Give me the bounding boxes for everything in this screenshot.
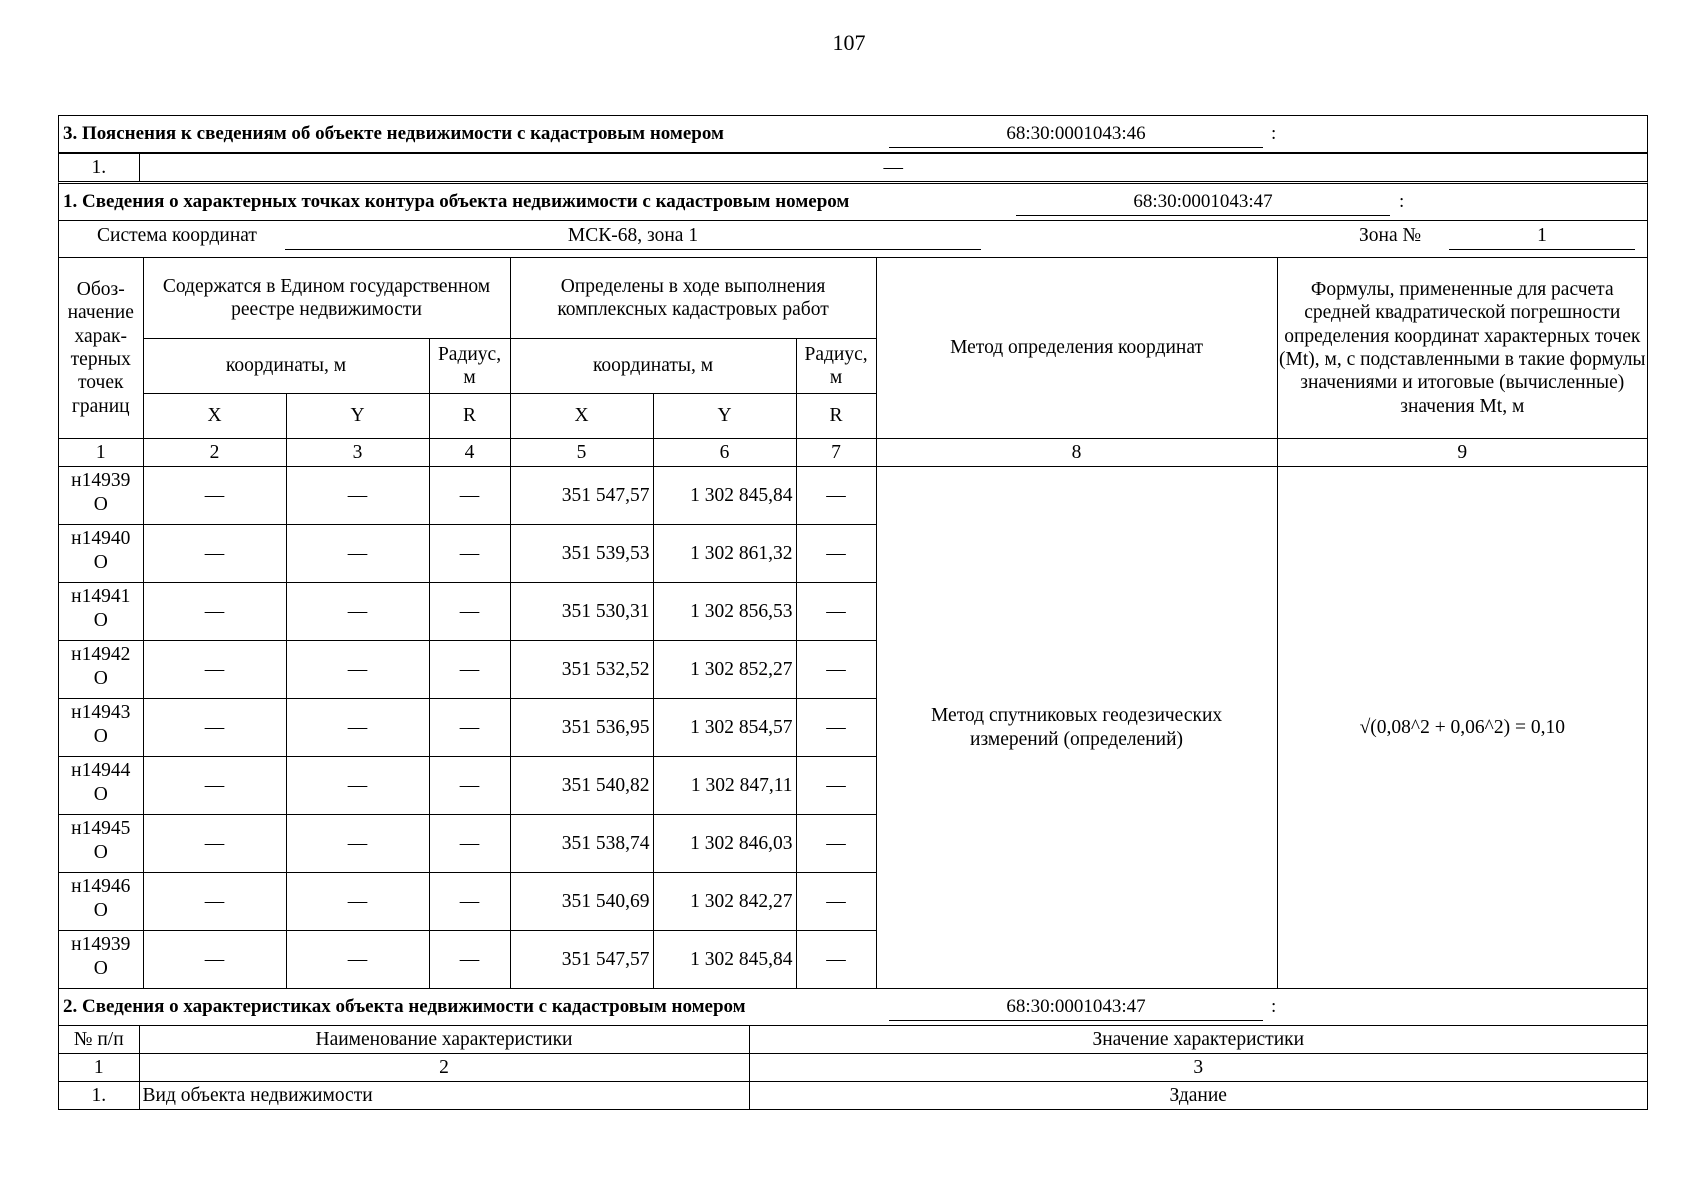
point-name: н14945 O xyxy=(59,815,143,873)
point-r: — xyxy=(796,641,876,699)
point-egrn-x: — xyxy=(143,931,286,989)
point-name: н14942 O xyxy=(59,641,143,699)
characteristics-col-numbers-row xyxy=(59,1054,1647,1082)
point-y: 1 302 845,84 xyxy=(653,931,796,989)
point-egrn-x: — xyxy=(143,467,286,525)
point-egrn-y: — xyxy=(286,467,429,525)
point-y: 1 302 845,84 xyxy=(653,467,796,525)
header-egrn-radius: Радиус, м xyxy=(429,339,510,394)
section-3-table xyxy=(59,153,1647,181)
point-y: 1 302 846,03 xyxy=(653,815,796,873)
formula-value: √(0,08^2 + 0,06^2) = 0,10 xyxy=(1277,467,1647,989)
col-number-9: 9 xyxy=(1277,439,1647,467)
point-x: 351 547,57 xyxy=(510,467,653,525)
col-number-3: 3 xyxy=(286,439,429,467)
point-name: н14940 O xyxy=(59,525,143,583)
header-determined-y: Y xyxy=(653,394,796,439)
point-r: — xyxy=(796,699,876,757)
points-table xyxy=(59,258,1647,989)
coordinate-system-value: МСК-68, зона 1 xyxy=(285,223,981,250)
section-3-explanations xyxy=(58,115,1648,181)
point-egrn-x: — xyxy=(143,583,286,641)
header-method: Метод определения координат xyxy=(876,258,1277,439)
point-egrn-r: — xyxy=(429,873,510,931)
zone-value: 1 xyxy=(1449,223,1635,250)
point-egrn-y: — xyxy=(286,641,429,699)
point-name: н14946 O xyxy=(59,873,143,931)
section-1-colon: : xyxy=(1399,191,1405,212)
point-x: 351 530,31 xyxy=(510,583,653,641)
header-egrn: Содержатся в Едином государственном реестре недвижимости xyxy=(143,258,510,339)
char-row-num: 1. xyxy=(59,1082,139,1110)
header-value: Значение характеристики xyxy=(749,1026,1647,1054)
point-name: н14944 O xyxy=(59,757,143,815)
point-x: 351 538,74 xyxy=(510,815,653,873)
point-y: 1 302 856,53 xyxy=(653,583,796,641)
points-header-row-1 xyxy=(59,258,1647,339)
header-determined-r: R xyxy=(796,394,876,439)
col-number-4: 4 xyxy=(429,439,510,467)
coordinate-system-label: Система координат xyxy=(97,225,257,246)
point-egrn-y: — xyxy=(286,699,429,757)
characteristics-table xyxy=(59,1026,1647,1109)
coordinate-system-row xyxy=(59,221,1647,258)
point-egrn-y: — xyxy=(286,931,429,989)
point-r: — xyxy=(796,757,876,815)
char-row-name: Вид объекта недвижимости xyxy=(139,1082,749,1110)
point-y: 1 302 847,11 xyxy=(653,757,796,815)
point-egrn-y: — xyxy=(286,757,429,815)
header-egrn-x: X xyxy=(143,394,286,439)
point-r: — xyxy=(796,931,876,989)
point-r: — xyxy=(796,873,876,931)
header-determined-coords: координаты, м xyxy=(510,339,796,394)
point-x: 351 540,82 xyxy=(510,757,653,815)
section-3-title: 3. Пояснения к сведениям об объекте недвижимости с кадастровым номером xyxy=(63,123,724,144)
section-1-title: 1. Сведения о характерных точках контура объекта недвижимости с кадастровым номером xyxy=(63,191,850,212)
section-3-colon: : xyxy=(1271,123,1277,144)
point-x: 351 532,52 xyxy=(510,641,653,699)
point-r: — xyxy=(796,583,876,641)
point-name: н14943 O xyxy=(59,699,143,757)
col-number-5: 5 xyxy=(510,439,653,467)
section-1-points xyxy=(58,181,1648,989)
point-x: 351 539,53 xyxy=(510,525,653,583)
point-egrn-r: — xyxy=(429,583,510,641)
column-numbers-row xyxy=(59,439,1647,467)
point-y: 1 302 854,57 xyxy=(653,699,796,757)
section-3-cadastral-number: 68:30:0001043:46 xyxy=(889,121,1263,148)
section-2-characteristics xyxy=(58,989,1648,1110)
point-egrn-r: — xyxy=(429,931,510,989)
section-3-row-number: 1. xyxy=(59,154,139,182)
col-number-7: 7 xyxy=(796,439,876,467)
point-egrn-r: — xyxy=(429,699,510,757)
section-3-header xyxy=(59,116,1647,153)
point-egrn-x: — xyxy=(143,641,286,699)
page-number: 107 xyxy=(832,30,866,55)
point-egrn-r: — xyxy=(429,641,510,699)
header-num: № п/п xyxy=(59,1026,139,1054)
point-egrn-x: — xyxy=(143,873,286,931)
point-name: н14941 O xyxy=(59,583,143,641)
header-egrn-coords: координаты, м xyxy=(143,339,429,394)
point-r: — xyxy=(796,815,876,873)
header-determined: Определены в ходе выполнения комплексных кадастровых работ xyxy=(510,258,876,339)
characteristics-header-row xyxy=(59,1026,1647,1054)
col-number-2: 2 xyxy=(143,439,286,467)
point-x: 351 536,95 xyxy=(510,699,653,757)
point-egrn-x: — xyxy=(143,525,286,583)
point-egrn-x: — xyxy=(143,757,286,815)
col-number-1: 1 xyxy=(59,439,143,467)
header-egrn-r: R xyxy=(429,394,510,439)
section-1-header xyxy=(59,184,1647,221)
header-formula: Формулы, примененные для расчета средней квадратической погрешности определения координат характерных точек (Mt), м, с подставленными в такие формулы значениями и итоговые (вычисленные) значения Mt, м xyxy=(1277,258,1647,439)
header-designation: Обоз-начение харак-терных точек границ xyxy=(59,258,143,439)
section-2-cadastral-number: 68:30:0001043:47 xyxy=(889,994,1263,1021)
header-determined-radius: Радиус, м xyxy=(796,339,876,394)
header-egrn-y: Y xyxy=(286,394,429,439)
point-egrn-r: — xyxy=(429,525,510,583)
zone-label: Зона № xyxy=(1359,225,1422,246)
point-y: 1 302 842,27 xyxy=(653,873,796,931)
point-egrn-y: — xyxy=(286,525,429,583)
point-egrn-x: — xyxy=(143,699,286,757)
point-x: 351 540,69 xyxy=(510,873,653,931)
point-r: — xyxy=(796,467,876,525)
char-col-number-1: 1 xyxy=(59,1054,139,1082)
point-egrn-r: — xyxy=(429,757,510,815)
col-number-6: 6 xyxy=(653,439,796,467)
point-y: 1 302 852,27 xyxy=(653,641,796,699)
point-r: — xyxy=(796,525,876,583)
point-egrn-y: — xyxy=(286,815,429,873)
point-egrn-y: — xyxy=(286,583,429,641)
point-name: н14939 O xyxy=(59,931,143,989)
section-2-header xyxy=(59,989,1647,1026)
point-egrn-x: — xyxy=(143,815,286,873)
point-egrn-r: — xyxy=(429,815,510,873)
col-number-8: 8 xyxy=(876,439,1277,467)
point-x: 351 547,57 xyxy=(510,931,653,989)
char-col-number-3: 3 xyxy=(749,1054,1647,1082)
point-name: н14939 O xyxy=(59,467,143,525)
section-2-title: 2. Сведения о характеристиках объекта недвижимости с кадастровым номером xyxy=(63,996,746,1017)
char-col-number-2: 2 xyxy=(139,1054,749,1082)
table-row xyxy=(59,1082,1647,1110)
section-1-cadastral-number: 68:30:0001043:47 xyxy=(1016,189,1390,216)
section-3-row xyxy=(59,154,1647,182)
method-value: Метод спутниковых геодезических измерений (определений) xyxy=(876,467,1277,989)
section-2-colon: : xyxy=(1271,996,1277,1017)
section-3-row-value: — xyxy=(139,154,1647,182)
table-row xyxy=(59,467,1647,525)
char-row-value: Здание xyxy=(749,1082,1647,1110)
document-body xyxy=(58,115,1648,1110)
point-y: 1 302 861,32 xyxy=(653,525,796,583)
point-egrn-r: — xyxy=(429,467,510,525)
header-name: Наименование характеристики xyxy=(139,1026,749,1054)
point-egrn-y: — xyxy=(286,873,429,931)
header-determined-x: X xyxy=(510,394,653,439)
